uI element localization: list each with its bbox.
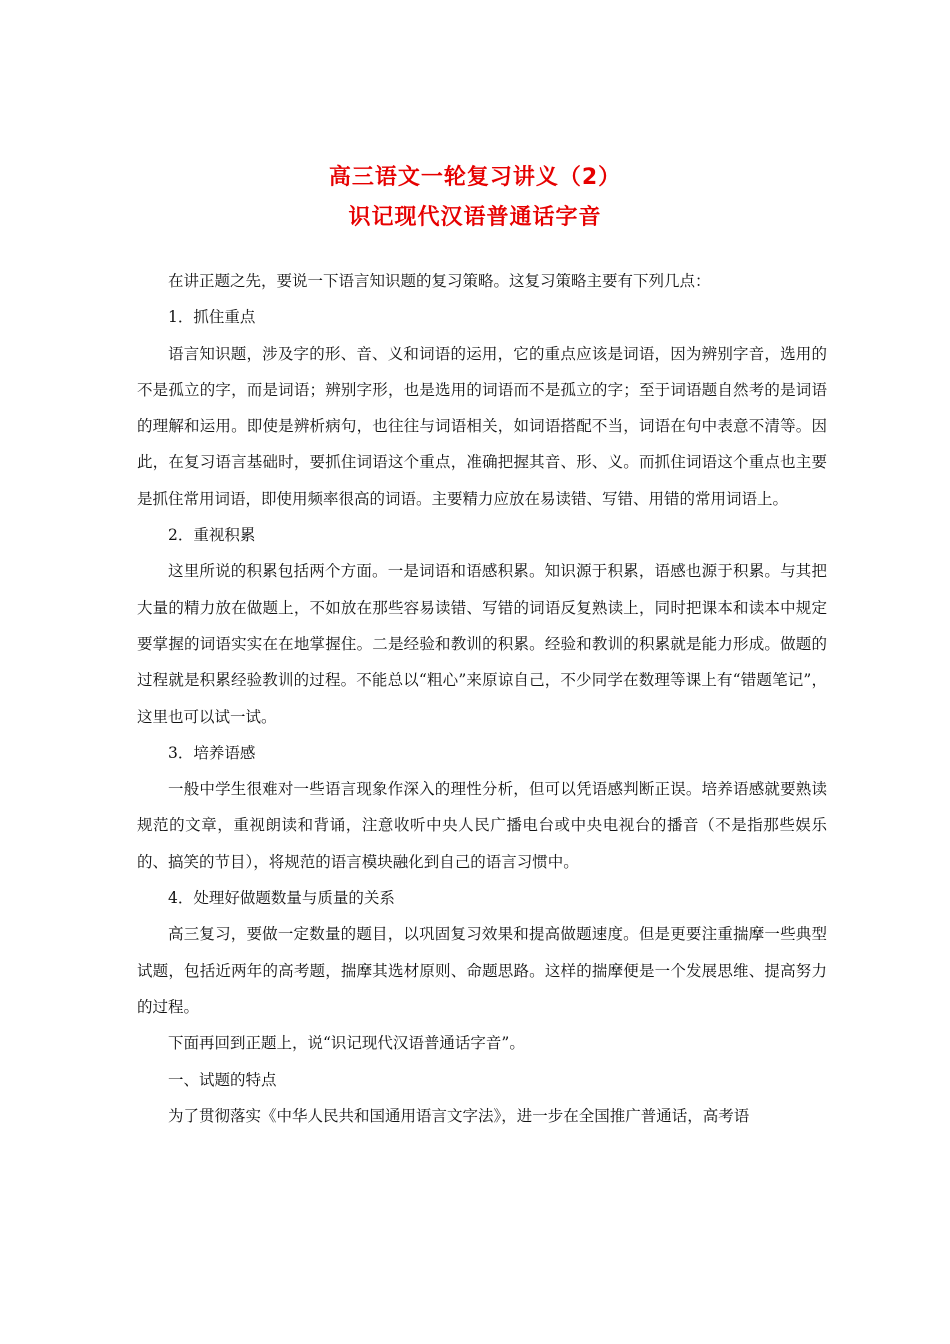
part-heading: 一、试题的特点 (168, 1070, 277, 1089)
section-paragraph-2: 这里所说的积累包括两个方面。一是词语和语感积累。知识源于积累，语感也源于积累。与其把大量的精力放在做题上，不如放在那些容易读错、写错的词语反复熟读上，同时把课本和读本中规定要掌握的词语实实在在地掌握住。二是经验和教训的积累。经验和教训的积累就是能力形成。做题的过程就是积累经验教训的过程。不能总以“粗心”来原谅自己，不少同学在数理等课上有“错题笔记”，这里也可以试一试。 (137, 562, 827, 726)
section-paragraph-3: 一般中学生很难对一些语言现象作深入的理性分析，但可以凭语感判断正误。培养语感就要熟读规范的文章，重视朗读和背诵，注意收听中央人民广播电台或中央电视台的播音（不是指那些娱乐的、搞笑的节目），将规范的语言模块融化到自己的语言习惯中。 (137, 780, 827, 871)
section-paragraph-1: 语言知识题，涉及字的形、音、义和词语的运用，它的重点应该是词语，因为辨别字音，选用的不是孤立的字，而是词语；辨别字形，也是选用的词语而不是孤立的字；至于词语题自然考的是词语的理解和运用。即使是辨析病句，也往往与词语相关，如词语搭配不当，词语在句中表意不清等。因此，在复习语言基础时，要抓住词语这个重点，准确把握其音、形、义。而抓住词语这个重点也主要是抓住常用词语，即使用频率很高的词语。主要精力应放在易读错、写错、用错的常用词语上。 (137, 344, 827, 508)
section-heading-4: 4．处理好做题数量与质量的关系 (168, 889, 395, 908)
intro-paragraph: 在讲正题之先，要说一下语言知识题的复习策略。这复习策略主要有下列几点： (168, 272, 711, 290)
part-paragraph: 为了贯彻落实《中华人民共和国通用语言文字法》，进一步在全国推广普通话，高考语 (168, 1106, 750, 1125)
document-title: 高三语文一轮复习讲义（2） (328, 165, 622, 190)
document-subtitle: 识记现代汉语普通话字音 (348, 205, 602, 230)
document-body (137, 263, 827, 1134)
section-heading-3: 3．培养语感 (168, 743, 256, 762)
transition-paragraph: 下面再回到正题上，说“识记现代汉语普通话字音”。 (168, 1034, 525, 1053)
section-paragraph-4: 高三复习，要做一定数量的题目，以巩固复习效果和提高做题速度。但是更要注重揣摩一些典型试题，包括近两年的高考题，揣摩其选材原则、命题思路。这样的揣摩便是一个发展思维、提高努力的过程。 (137, 925, 827, 1016)
section-heading-1: 1．抓住重点 (168, 308, 256, 327)
section-heading-2: 2．重视积累 (168, 526, 256, 545)
